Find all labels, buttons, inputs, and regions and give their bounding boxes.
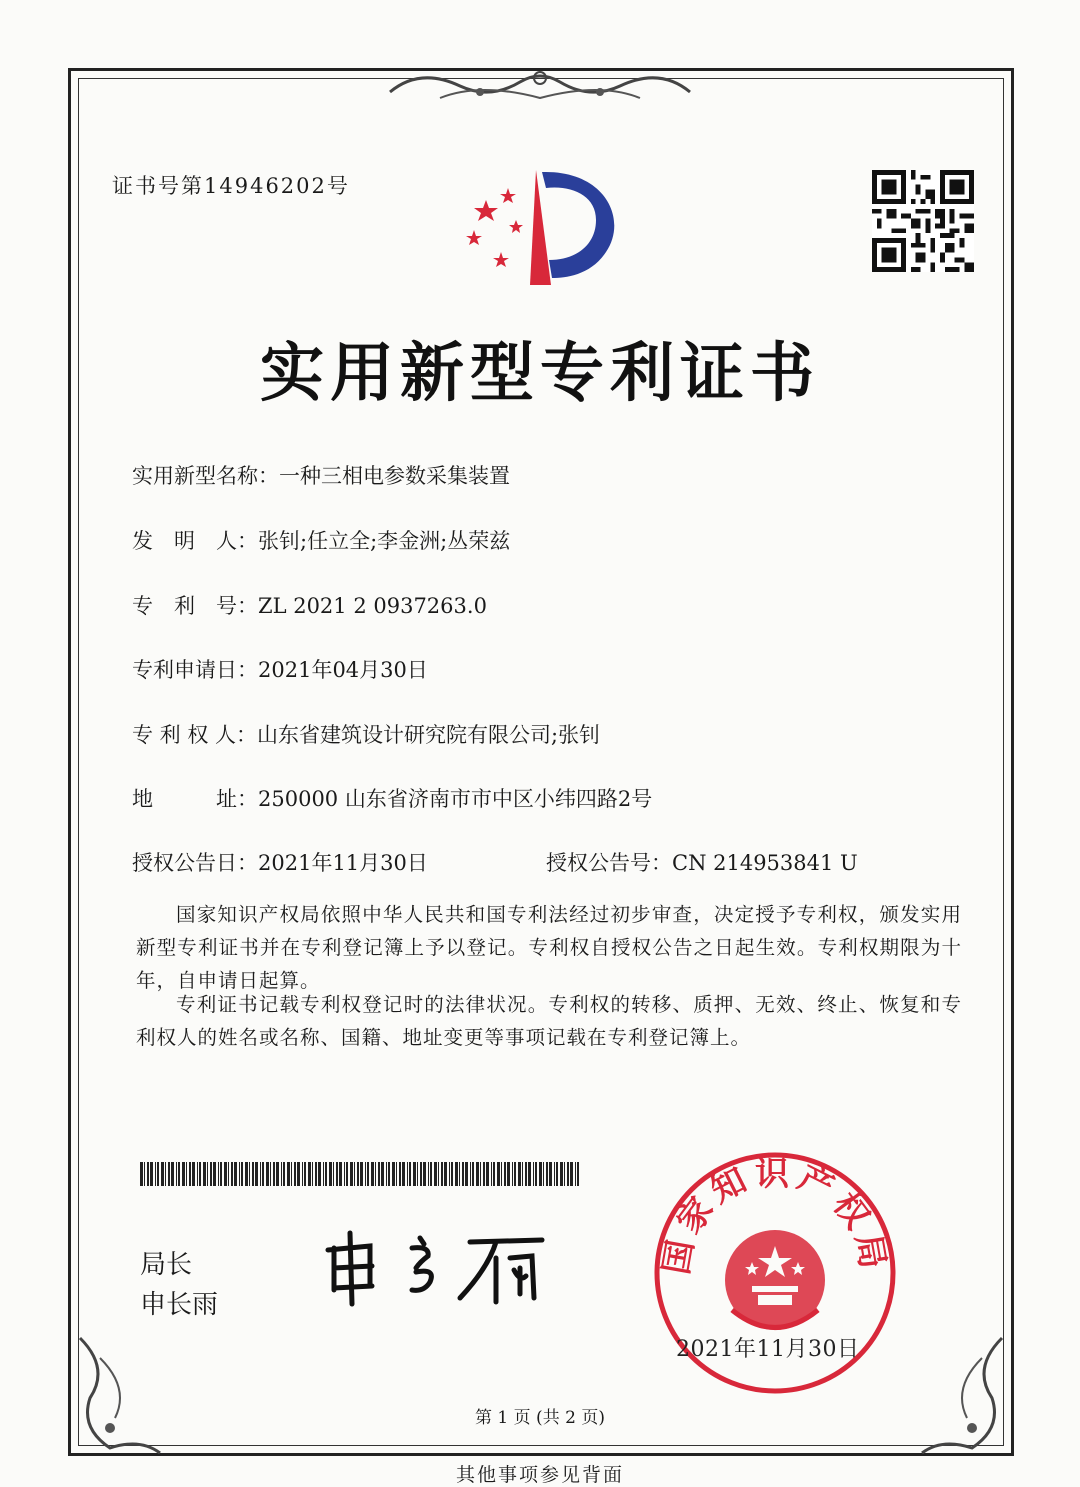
barcode-bar — [501, 1162, 502, 1186]
field-grant-number — [546, 847, 858, 877]
barcode-bar — [371, 1162, 374, 1186]
barcode-bar — [360, 1162, 363, 1186]
barcode-bar — [203, 1162, 206, 1186]
barcode-bar — [329, 1162, 332, 1186]
field-patentee — [132, 719, 600, 749]
application-date-label: 专利申请日： — [132, 658, 258, 682]
barcode-bar — [260, 1162, 261, 1186]
grant-number-label: 授权公告号： — [546, 851, 672, 875]
barcode-bar — [234, 1162, 237, 1186]
barcode-bar — [556, 1162, 558, 1186]
barcode-bar — [192, 1162, 195, 1186]
barcode-bar — [539, 1162, 542, 1186]
director-signature-icon — [320, 1228, 560, 1308]
barcode-bar — [344, 1162, 345, 1186]
barcode-bar — [336, 1162, 338, 1186]
barcode-bar — [543, 1162, 544, 1186]
barcode-bar — [491, 1162, 492, 1186]
barcode-bar — [155, 1162, 156, 1186]
barcode-bar — [413, 1162, 416, 1186]
barcode-bar — [150, 1162, 153, 1186]
grant-number-value: CN 214953841 U — [672, 851, 858, 875]
director-name: 申长雨 — [140, 1290, 219, 1320]
certificate-number: 证书号第14946202号 — [112, 174, 350, 198]
barcode-bar — [504, 1162, 506, 1186]
barcode-bar — [476, 1162, 479, 1186]
barcode-bar — [575, 1162, 576, 1186]
seal-text: 国家知识产权局 — [656, 1154, 894, 1278]
barcode-bar — [339, 1162, 342, 1186]
barcode-bar — [182, 1162, 185, 1186]
barcode-bar — [312, 1162, 313, 1186]
director-title: 局长 — [140, 1250, 193, 1280]
barcode-bar — [386, 1162, 387, 1186]
barcode-bar — [252, 1162, 254, 1186]
patentee-value: 山东省建筑设计研究院有限公司;张钊 — [257, 723, 601, 747]
barcode-bar — [497, 1162, 500, 1186]
barcode-bar — [434, 1162, 437, 1186]
footer-note: 其他事项参见背面 — [455, 1464, 624, 1486]
field-address — [132, 783, 652, 813]
barcode-bar — [528, 1162, 531, 1186]
barcode-bar — [157, 1162, 159, 1186]
patentee-label: 专 利 权 人： — [132, 723, 258, 747]
barcode-bar — [420, 1162, 422, 1186]
barcode-bar — [231, 1162, 233, 1186]
barcode-bar — [472, 1162, 474, 1186]
barcode-bar — [423, 1162, 426, 1186]
barcode-bar — [546, 1162, 548, 1186]
barcode-bar — [294, 1162, 296, 1186]
barcode-bar — [287, 1162, 290, 1186]
barcode-bar — [483, 1162, 485, 1186]
barcode-bar — [507, 1162, 510, 1186]
barcode-bar — [147, 1162, 149, 1186]
patent-number-value: ZL 2021 2 0937263.0 — [258, 594, 487, 618]
barcode-bar — [262, 1162, 264, 1186]
barcode-bar — [455, 1162, 458, 1186]
barcode-bar — [407, 1162, 408, 1186]
barcode-bar — [197, 1162, 198, 1186]
barcode-bar — [438, 1162, 439, 1186]
barcode-bar — [241, 1162, 243, 1186]
barcode-bar — [302, 1162, 303, 1186]
barcode-bar — [281, 1162, 282, 1186]
page-indicator: 第 1 页 (共 2 页) — [475, 1408, 605, 1428]
barcode-bar — [549, 1162, 552, 1186]
barcode-bar — [291, 1162, 292, 1186]
paragraph-1: 国家知识产权局依照中华人民共和国专利法经过初步审查，决定授予专利权，颁发实用新型专利证书并在专利登记簿上予以登记。专利权自授权公告之日起生效。专利权期限为十年，自申请日起算。 — [136, 903, 962, 992]
paragraph-2: 专利证书记载专利权登记时的法律状况。专利权的转移、质押、无效、终止、恢复和专利权人的姓名或名称、国籍、地址变更等事项记载在专利登记簿上。 — [136, 993, 962, 1049]
barcode-bar — [315, 1162, 317, 1186]
barcode-bar — [365, 1162, 366, 1186]
barcode-bar — [323, 1162, 324, 1186]
barcode-bar — [176, 1162, 177, 1186]
barcode-icon — [140, 1162, 580, 1186]
barcode-bar — [186, 1162, 187, 1186]
barcode-bar — [318, 1162, 321, 1186]
barcode-bar — [255, 1162, 258, 1186]
barcode-bar — [239, 1162, 240, 1186]
barcode-bar — [367, 1162, 369, 1186]
barcode-bar — [535, 1162, 537, 1186]
address-value: 250000 山东省济南市市中区小纬四路2号 — [258, 787, 653, 811]
barcode-bar — [350, 1162, 353, 1186]
barcode-bar — [144, 1162, 145, 1186]
barcode-bar — [525, 1162, 527, 1186]
patent-office-logo-icon — [456, 160, 626, 290]
grant-date-value: 2021年11月30日 — [258, 851, 428, 875]
barcode-bar — [218, 1162, 219, 1186]
barcode-bar — [213, 1162, 216, 1186]
barcode-bar — [480, 1162, 481, 1186]
barcode-bar — [564, 1162, 565, 1186]
field-inventor — [132, 525, 510, 555]
barcode-bar — [444, 1162, 447, 1186]
barcode-bar — [514, 1162, 516, 1186]
barcode-bar — [560, 1162, 563, 1186]
qr-code-icon — [872, 170, 974, 272]
barcode-bar — [224, 1162, 227, 1186]
field-patent-number — [132, 590, 487, 620]
barcode-bar — [378, 1162, 380, 1186]
barcode-bar — [533, 1162, 534, 1186]
certificate-title: 实用新型专利证书 — [260, 337, 820, 411]
barcode-bar — [357, 1162, 359, 1186]
field-model-name — [132, 460, 510, 490]
grant-date-label: 授权公告日： — [132, 851, 258, 875]
barcode-bar — [325, 1162, 327, 1186]
barcode-bar — [388, 1162, 390, 1186]
barcode-bar — [375, 1162, 376, 1186]
barcode-bar — [249, 1162, 250, 1186]
barcode-bar — [346, 1162, 348, 1186]
barcode-bar — [168, 1162, 170, 1186]
barcode-bar — [512, 1162, 513, 1186]
barcode-bar — [396, 1162, 397, 1186]
barcode-bar — [270, 1162, 271, 1186]
corner-ornament-right-icon — [902, 1328, 1012, 1458]
barcode-bar — [220, 1162, 222, 1186]
barcode-bar — [266, 1162, 269, 1186]
barcode-bar — [493, 1162, 495, 1186]
barcode-bar — [245, 1162, 248, 1186]
top-ornament-icon — [380, 62, 700, 110]
barcode-bar — [273, 1162, 275, 1186]
barcode-bar — [417, 1162, 418, 1186]
barcode-bar — [402, 1162, 405, 1186]
barcode-bar — [451, 1162, 453, 1186]
barcode-bar — [210, 1162, 212, 1186]
barcode-bar — [465, 1162, 468, 1186]
barcode-bar — [381, 1162, 384, 1186]
barcode-bar — [554, 1162, 555, 1186]
barcode-bar — [165, 1162, 166, 1186]
application-date-value: 2021年04月30日 — [258, 658, 428, 682]
barcode-bar — [567, 1162, 569, 1186]
barcode-bar — [428, 1162, 429, 1186]
barcode-bar — [409, 1162, 411, 1186]
barcode-bar — [577, 1162, 579, 1186]
inventor-value: 张钊;任立全;李金洲;丛荣兹 — [258, 529, 511, 553]
barcode-bar — [333, 1162, 334, 1186]
corner-ornament-left-icon — [70, 1328, 180, 1458]
barcode-bar — [228, 1162, 229, 1186]
address-label: 地 址： — [132, 787, 258, 811]
barcode-bar — [178, 1162, 180, 1186]
barcode-bar — [392, 1162, 395, 1186]
barcode-bar — [430, 1162, 432, 1186]
barcode-bar — [354, 1162, 355, 1186]
barcode-bar — [140, 1162, 143, 1186]
barcode-bar — [161, 1162, 164, 1186]
barcode-bar — [522, 1162, 523, 1186]
barcode-bar — [207, 1162, 208, 1186]
barcode-bar — [462, 1162, 464, 1186]
field-application-date — [132, 654, 428, 684]
barcode-bar — [459, 1162, 460, 1186]
barcode-bar — [304, 1162, 306, 1186]
barcode-bar — [486, 1162, 489, 1186]
barcode-bar — [308, 1162, 311, 1186]
patent-number-label: 专 利 号： — [132, 594, 258, 618]
barcode-bar — [518, 1162, 521, 1186]
barcode-bar — [399, 1162, 401, 1186]
barcode-bar — [283, 1162, 285, 1186]
model-name-label: 实用新型名称： — [132, 464, 279, 488]
barcode-bar — [199, 1162, 201, 1186]
barcode-bar — [441, 1162, 443, 1186]
seal-date: 2021年11月30日 — [676, 1337, 860, 1362]
barcode-bar — [470, 1162, 471, 1186]
barcode-bar — [276, 1162, 279, 1186]
barcode-bar — [297, 1162, 300, 1186]
barcode-bar — [189, 1162, 191, 1186]
model-name-value: 一种三相电参数采集装置 — [279, 464, 510, 488]
barcode-bar — [171, 1162, 174, 1186]
inventor-label: 发 明 人： — [132, 529, 258, 553]
barcode-bar — [570, 1162, 573, 1186]
barcode-bar — [449, 1162, 450, 1186]
field-grant-date — [132, 847, 428, 877]
